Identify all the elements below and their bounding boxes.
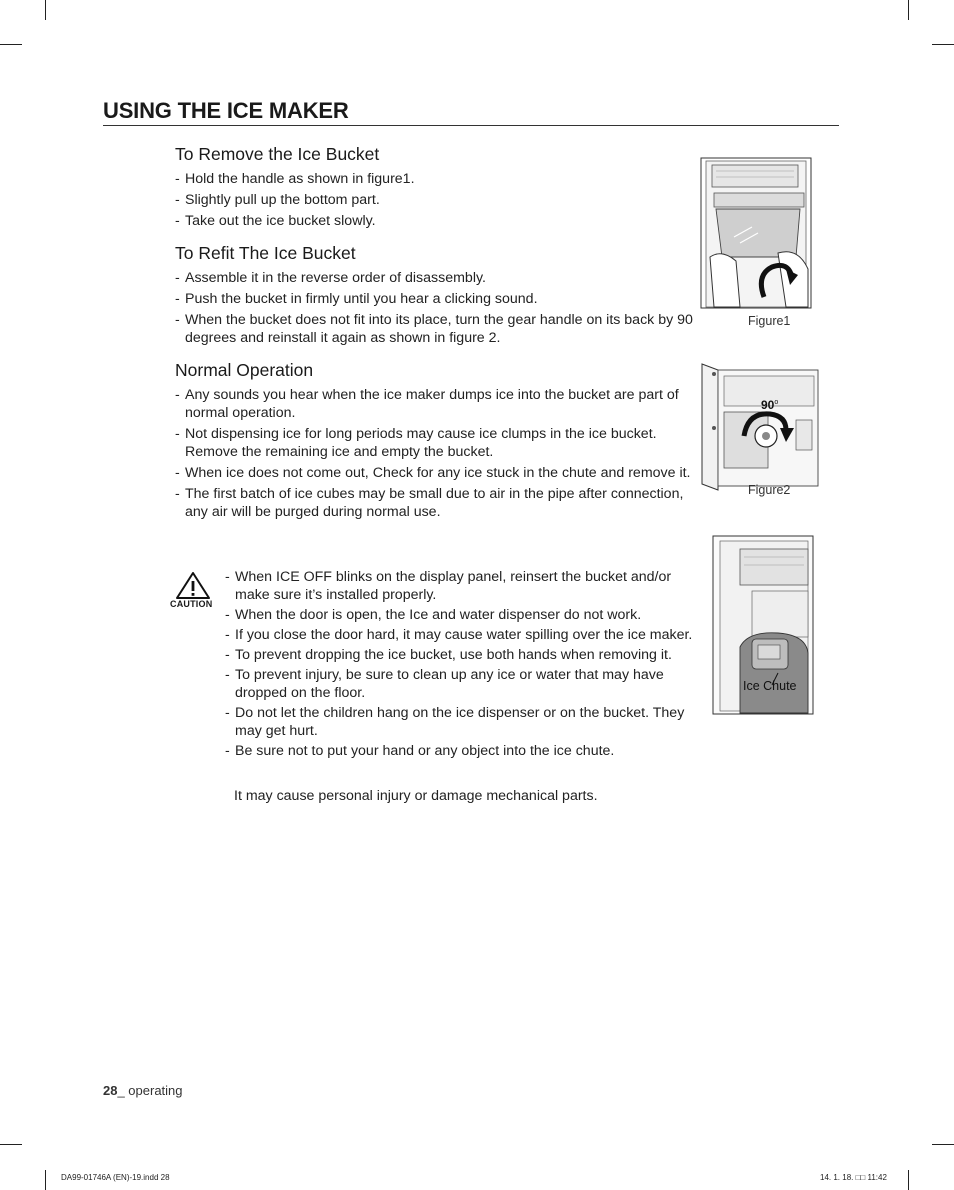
crop-mark <box>45 0 46 20</box>
page-footer <box>103 1083 183 1098</box>
normal-operation-list <box>175 386 695 524</box>
section-heading-normal-operation: Normal Operation <box>175 360 314 380</box>
list-item: - When the bucket does not fit into its place, turn the gear handle on its back by 90 degrees and reinstall it again as shown in figure 2. <box>175 312 693 346</box>
list-item: - Slightly pull up the bottom part. <box>175 192 380 208</box>
list-item: - To prevent dropping the ice bucket, use both hands when removing it. <box>225 647 672 663</box>
list-item: - If you close the door hard, it may cause water spilling over the ice maker. <box>225 627 693 643</box>
footer-date-time: 14. 1. 18. □□ 11:42 <box>820 1173 887 1182</box>
caution-list <box>225 568 705 762</box>
crop-mark <box>0 1144 22 1145</box>
figure1-caption: Figure1 <box>748 314 791 328</box>
list-item: - Hold the handle as shown in figure1. <box>175 171 415 187</box>
page-title: USING THE ICE MAKER <box>103 98 839 126</box>
list-item: - Not dispensing ice for long periods may cause ice clumps in the ice bucket. Remove the remaining ice and empty the bucket. <box>175 426 657 460</box>
crop-mark <box>0 44 22 45</box>
crop-mark <box>932 1144 954 1145</box>
crop-mark <box>45 1170 46 1190</box>
remove-bucket-list <box>175 170 695 233</box>
list-item: - When ICE OFF blinks on the display panel, reinsert the bucket and/or make sure it’s installed properly. <box>225 569 672 603</box>
crop-mark <box>932 44 954 45</box>
list-item: - Be sure not to put your hand or any object into the ice chute. <box>225 743 615 759</box>
figure2-caption: Figure2 <box>748 483 791 497</box>
crop-mark <box>908 0 909 20</box>
page-section-label: _ operating <box>117 1083 183 1098</box>
section-heading-refit-bucket: To Refit The Ice Bucket <box>175 243 356 263</box>
section-heading-remove-bucket: To Remove the Ice Bucket <box>175 144 380 164</box>
list-item: - Assemble it in the reverse order of disassembly. <box>175 270 486 286</box>
caution-label: CAUTION <box>170 599 213 609</box>
list-item: - Any sounds you hear when the ice maker dumps ice into the bucket are part of normal operation. <box>175 387 679 421</box>
footer-file-name: DA99-01746A (EN)-19.indd 28 <box>61 1173 170 1182</box>
caution-extra-line: It may cause personal injury or damage mechanical parts. <box>234 788 598 804</box>
figure2-gear-handle-illustration <box>700 362 822 492</box>
list-item: - Push the bucket in firmly until you hear a clicking sound. <box>175 291 538 307</box>
list-item: - When the door is open, the Ice and water dispenser do not work. <box>225 607 642 623</box>
list-item: - Take out the ice bucket slowly. <box>175 213 376 229</box>
refit-bucket-list <box>175 269 695 350</box>
list-item: - Do not let the children hang on the ice dispenser or on the bucket. They may get hurt. <box>225 705 685 739</box>
ice-chute-label: Ice Chute <box>743 679 797 693</box>
figure2-angle-label: 90$^o$ <box>761 398 779 412</box>
figure1-remove-bucket-illustration <box>700 157 812 309</box>
crop-mark <box>908 1170 909 1190</box>
list-item: - The first batch of ice cubes may be small due to air in the pipe after connection, any air will be purged during normal use. <box>175 486 684 520</box>
list-item: - When ice does not come out, Check for any ice stuck in the chute and remove it. <box>175 465 691 481</box>
list-item: - To prevent injury, be sure to clean up any ice or water that may have dropped on the floor. <box>225 667 664 701</box>
page-number: 28 <box>103 1083 118 1098</box>
